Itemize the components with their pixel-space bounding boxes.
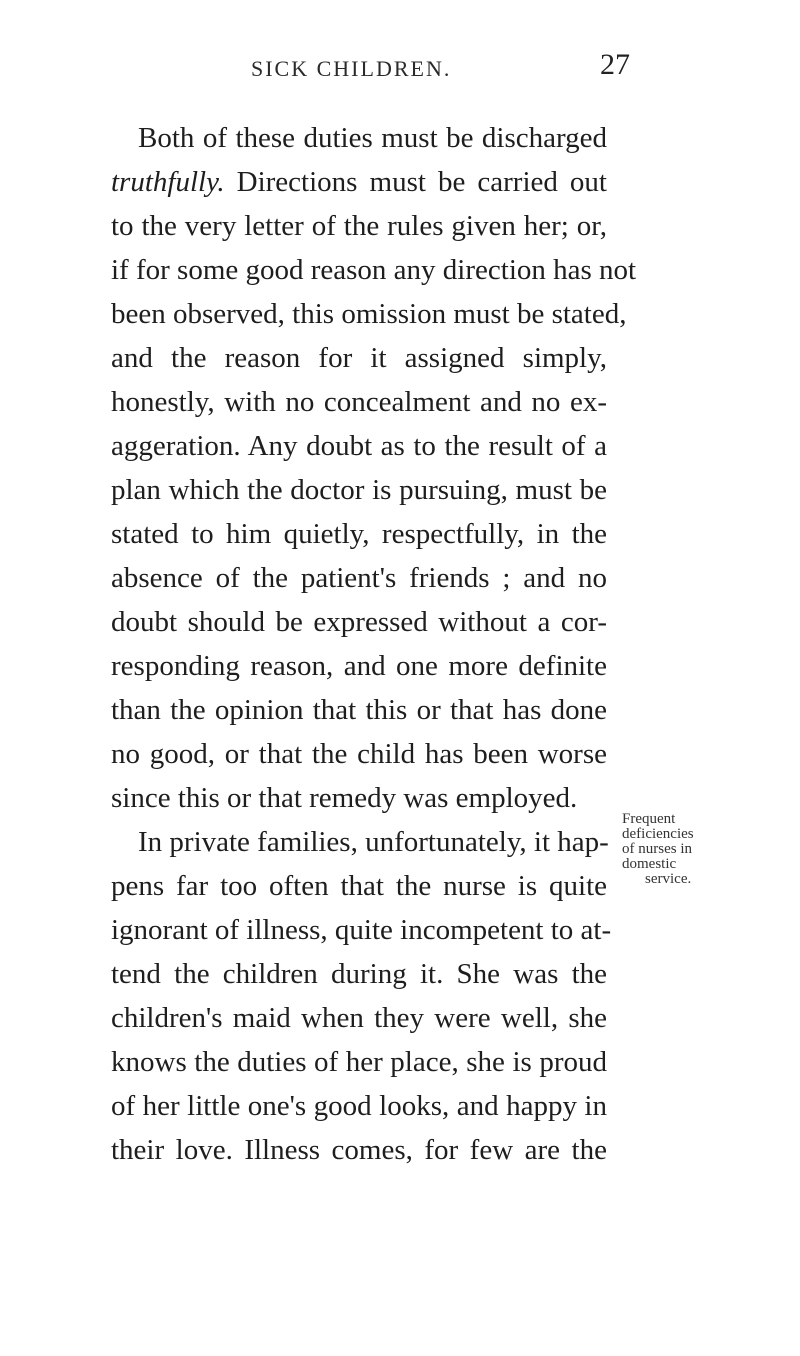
text-line: stated to him quietly, respectfully, in the: [111, 518, 607, 550]
text-line: knows the duties of her place, she is proud: [111, 1046, 607, 1078]
marginal-note-line: service.: [645, 871, 692, 887]
marginal-note-line: domestic: [622, 856, 677, 872]
text-line: Both of these duties must be discharged: [138, 122, 607, 154]
text-line: since this or that remedy was employed.: [111, 782, 578, 814]
text-span: Directions must be carried out: [224, 166, 607, 198]
text-line: and the reason for it assigned simply,: [111, 342, 607, 374]
text-line: no good, or that the child has been worse: [111, 738, 607, 770]
text-line: of her little one's good looks, and happy in: [111, 1090, 607, 1122]
text-line: plan which the doctor is pursuing, must be: [111, 474, 607, 506]
marginal-note-line: Frequent: [622, 811, 676, 827]
text-line: responding reason, and one more definite: [111, 650, 607, 682]
text-line: [111, 160, 607, 204]
marginal-note-line: deficiencies: [622, 826, 694, 842]
marginal-note-line: of nurses in: [622, 841, 692, 857]
text-line: tend the children during it. She was the: [111, 958, 607, 990]
marginal-note: [622, 812, 742, 887]
text-line: if for some good reason any direction has not: [111, 254, 637, 286]
text-line: children's maid when they were well, she: [111, 1002, 607, 1034]
text-line: ignorant of illness, quite incompetent to at-: [111, 914, 612, 946]
page-number: 27: [600, 48, 630, 81]
running-head: SICK CHILDREN.: [251, 56, 452, 81]
text-line: honestly, with no concealment and no ex-: [111, 386, 607, 418]
text-line: been observed, this omission must be stated,: [111, 298, 627, 330]
text-line: their love. Illness comes, for few are the: [111, 1134, 607, 1166]
text-line: doubt should be expressed without a cor-: [111, 606, 607, 638]
text-line: than the opinion that this or that has done: [111, 694, 607, 726]
text-line: In private families, unfortunately, it hap-: [138, 826, 609, 858]
emphasis: truthfully.: [111, 166, 225, 198]
text-line: pens far too often that the nurse is quite: [111, 870, 607, 902]
text-line: to the very letter of the rules given her; or,: [111, 210, 607, 242]
text-line: absence of the patient's friends ; and no: [111, 562, 607, 594]
text-line: aggeration. Any doubt as to the result of a: [111, 430, 607, 462]
page-header: [0, 40, 800, 80]
